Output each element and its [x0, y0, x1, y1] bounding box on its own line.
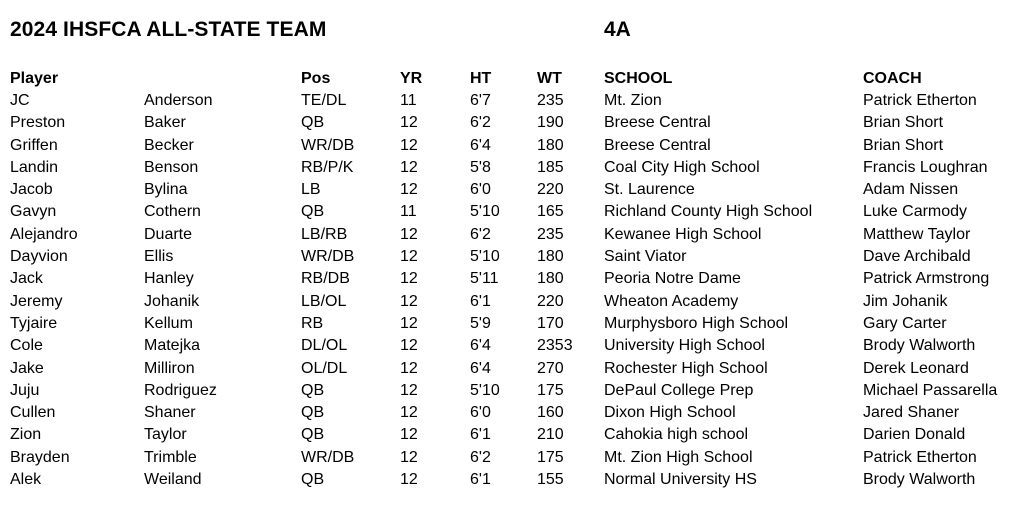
cell-coach: Jared Shaner [863, 404, 960, 422]
cell-last-name: Becker [144, 136, 194, 154]
cell-height: 6'1 [470, 426, 491, 444]
cell-first-name: Gavyn [10, 203, 57, 221]
cell-last-name: Duarte [144, 225, 193, 243]
cell-weight: 160 [537, 404, 564, 422]
cell-coach: Dave Archibald [863, 248, 971, 266]
cell-position: QB [301, 381, 325, 399]
cell-last-name: Rodriguez [144, 381, 217, 399]
cell-school: Normal University HS [604, 471, 757, 489]
table-row [10, 201, 1020, 223]
cell-last-name: Anderson [144, 92, 213, 109]
cell-school: Murphysboro High School [604, 314, 789, 332]
cell-coach: Francis Loughran [863, 158, 988, 176]
cell-coach: Brody Walworth [863, 471, 976, 489]
cell-last-name: Matejka [144, 337, 201, 355]
cell-coach: Gary Carter [863, 314, 947, 332]
cell-year: 12 [400, 270, 418, 288]
cell-last-name: Cothern [144, 203, 201, 221]
table-row [10, 157, 1020, 179]
cell-last-name: Kellum [144, 314, 193, 332]
page-title: 2024 IHSFCA ALL-STATE TEAM [10, 18, 327, 41]
table-row [10, 291, 1020, 313]
column-header-ht: HT [470, 70, 492, 87]
cell-height: 5'9 [470, 314, 491, 332]
cell-school: Cahokia high school [604, 426, 749, 444]
cell-school: Mt. Zion [604, 92, 662, 109]
table-row [10, 313, 1020, 335]
column-header-coach: COACH [863, 70, 922, 87]
cell-height: 6'4 [470, 136, 491, 154]
cell-weight: 180 [537, 248, 564, 266]
cell-height: 6'7 [470, 92, 491, 109]
column-header-yr: YR [400, 70, 423, 87]
cell-first-name: Alek [10, 471, 42, 489]
cell-last-name: Ellis [144, 248, 174, 266]
table-row [10, 402, 1020, 424]
table-row [10, 135, 1020, 157]
cell-height: 5'8 [470, 158, 491, 176]
table-row [10, 112, 1020, 134]
cell-first-name: Tyjaire [10, 314, 58, 332]
cell-coach: Derek Leonard [863, 359, 969, 377]
cell-year: 12 [400, 381, 418, 399]
cell-school: Saint Viator [604, 248, 687, 266]
cell-year: 12 [400, 404, 418, 422]
cell-school: Wheaton Academy [604, 292, 739, 310]
cell-year: 12 [400, 292, 418, 310]
cell-school: Breese Central [604, 114, 711, 132]
cell-school: Kewanee High School [604, 225, 762, 243]
cell-first-name: Zion [10, 426, 42, 444]
cell-coach: Patrick Etherton [863, 92, 977, 109]
cell-height: 5'11 [470, 270, 499, 288]
cell-height: 6'4 [470, 337, 491, 355]
cell-position: LB/OL [301, 292, 347, 310]
cell-last-name: Bylina [144, 181, 188, 199]
cell-first-name: Alejandro [10, 225, 78, 243]
cell-position: RB/P/K [301, 158, 354, 176]
table-body [10, 90, 1020, 491]
cell-weight: 220 [537, 292, 564, 310]
cell-position: LB [301, 181, 321, 199]
cell-last-name: Milliron [144, 359, 195, 377]
cell-height: 6'0 [470, 404, 491, 422]
cell-position: LB/RB [301, 225, 348, 243]
cell-first-name: Dayvion [10, 248, 68, 266]
cell-year: 12 [400, 314, 418, 332]
table-header-row [10, 68, 1020, 90]
cell-school: Rochester High School [604, 359, 768, 377]
cell-weight: 155 [537, 471, 564, 489]
cell-position: WR/DB [301, 248, 355, 266]
cell-school: Mt. Zion High School [604, 448, 753, 466]
table-row [10, 90, 1020, 112]
cell-position: QB [301, 203, 325, 221]
cell-last-name: Hanley [144, 270, 194, 288]
all-state-roster-table [10, 68, 1020, 491]
cell-position: RB [301, 314, 324, 332]
cell-coach: Patrick Armstrong [863, 270, 990, 288]
cell-year: 12 [400, 471, 418, 489]
table-row [10, 447, 1020, 469]
cell-height: 5'10 [470, 203, 500, 221]
cell-position: QB [301, 114, 325, 132]
cell-school: Breese Central [604, 136, 711, 154]
cell-coach: Brian Short [863, 136, 944, 154]
cell-year: 12 [400, 448, 418, 466]
cell-height: 6'4 [470, 359, 491, 377]
cell-height: 6'2 [470, 114, 491, 132]
cell-weight: 235 [537, 225, 564, 243]
table-row [10, 380, 1020, 402]
cell-year: 12 [400, 136, 418, 154]
cell-last-name: Benson [144, 158, 199, 176]
cell-position: TE/DL [301, 92, 347, 109]
table-row [10, 246, 1020, 268]
table-row [10, 335, 1020, 357]
cell-weight: 220 [537, 181, 564, 199]
cell-weight: 180 [537, 270, 564, 288]
cell-position: WR/DB [301, 136, 355, 154]
cell-last-name: Taylor [144, 426, 187, 444]
column-header-wt: WT [537, 70, 562, 87]
cell-position: QB [301, 471, 325, 489]
table-row [10, 358, 1020, 380]
cell-weight: 185 [537, 158, 564, 176]
cell-last-name: Shaner [144, 404, 196, 422]
cell-coach: Luke Carmody [863, 203, 968, 221]
cell-school: Coal City High School [604, 158, 760, 176]
cell-first-name: Griffen [10, 136, 58, 154]
cell-weight: 210 [537, 426, 564, 444]
cell-first-name: Cole [10, 337, 43, 355]
column-header-school: SCHOOL [604, 70, 673, 87]
cell-year: 12 [400, 248, 418, 266]
cell-height: 5'10 [470, 248, 500, 266]
table-row [10, 268, 1020, 290]
cell-school: Dixon High School [604, 404, 736, 422]
cell-school: DePaul College Prep [604, 381, 754, 399]
cell-school: University High School [604, 337, 765, 355]
cell-first-name: Cullen [10, 404, 56, 422]
division-label: 4A [604, 18, 631, 41]
cell-year: 12 [400, 359, 418, 377]
cell-position: WR/DB [301, 448, 355, 466]
cell-year: 12 [400, 337, 418, 355]
cell-coach: Darien Donald [863, 426, 966, 444]
cell-last-name: Weiland [144, 471, 202, 489]
cell-last-name: Johanik [144, 292, 200, 310]
column-header-player: Player [10, 70, 59, 87]
cell-weight: 2353 [537, 337, 573, 355]
cell-position: RB/DB [301, 270, 350, 288]
cell-weight: 235 [537, 92, 564, 109]
cell-weight: 270 [537, 359, 564, 377]
cell-position: DL/OL [301, 337, 348, 355]
cell-year: 12 [400, 114, 418, 132]
cell-coach: Jim Johanik [863, 292, 948, 310]
cell-coach: Matthew Taylor [863, 225, 971, 243]
cell-year: 12 [400, 181, 418, 199]
column-header-last-name [144, 68, 301, 90]
column-header-pos: Pos [301, 70, 331, 87]
cell-last-name: Baker [144, 114, 186, 132]
cell-position: QB [301, 404, 325, 422]
cell-school: St. Laurence [604, 181, 695, 199]
cell-weight: 190 [537, 114, 564, 132]
table-row [10, 179, 1020, 201]
cell-height: 6'2 [470, 225, 491, 243]
cell-position: OL/DL [301, 359, 348, 377]
cell-coach: Michael Passarella [863, 381, 998, 399]
cell-height: 5'10 [470, 381, 500, 399]
cell-first-name: Jeremy [10, 292, 63, 310]
cell-first-name: Landin [10, 158, 59, 176]
cell-school: Richland County High School [604, 203, 813, 221]
cell-first-name: Preston [10, 114, 66, 132]
cell-school: Peoria Notre Dame [604, 270, 741, 288]
cell-weight: 175 [537, 448, 564, 466]
table-row [10, 224, 1020, 246]
cell-weight: 175 [537, 381, 564, 399]
cell-height: 6'1 [470, 471, 491, 489]
cell-first-name: Jack [10, 270, 43, 288]
table-row [10, 469, 1020, 491]
cell-first-name: Jacob [10, 181, 53, 199]
cell-coach: Adam Nissen [863, 181, 959, 199]
cell-year: 12 [400, 426, 418, 444]
cell-coach: Brody Walworth [863, 337, 976, 355]
cell-last-name: Trimble [144, 448, 197, 466]
cell-year: 12 [400, 225, 418, 243]
cell-first-name: JC [10, 92, 30, 109]
cell-coach: Patrick Etherton [863, 448, 977, 466]
cell-year: 11 [400, 92, 417, 109]
cell-year: 11 [400, 203, 417, 221]
table-row [10, 424, 1020, 446]
cell-weight: 170 [537, 314, 564, 332]
cell-height: 6'1 [470, 292, 491, 310]
cell-height: 6'0 [470, 181, 491, 199]
cell-weight: 180 [537, 136, 564, 154]
cell-weight: 165 [537, 203, 564, 221]
cell-first-name: Juju [10, 381, 40, 399]
cell-year: 12 [400, 158, 418, 176]
cell-height: 6'2 [470, 448, 491, 466]
cell-coach: Brian Short [863, 114, 944, 132]
cell-first-name: Jake [10, 359, 44, 377]
cell-first-name: Brayden [10, 448, 70, 466]
cell-position: QB [301, 426, 325, 444]
